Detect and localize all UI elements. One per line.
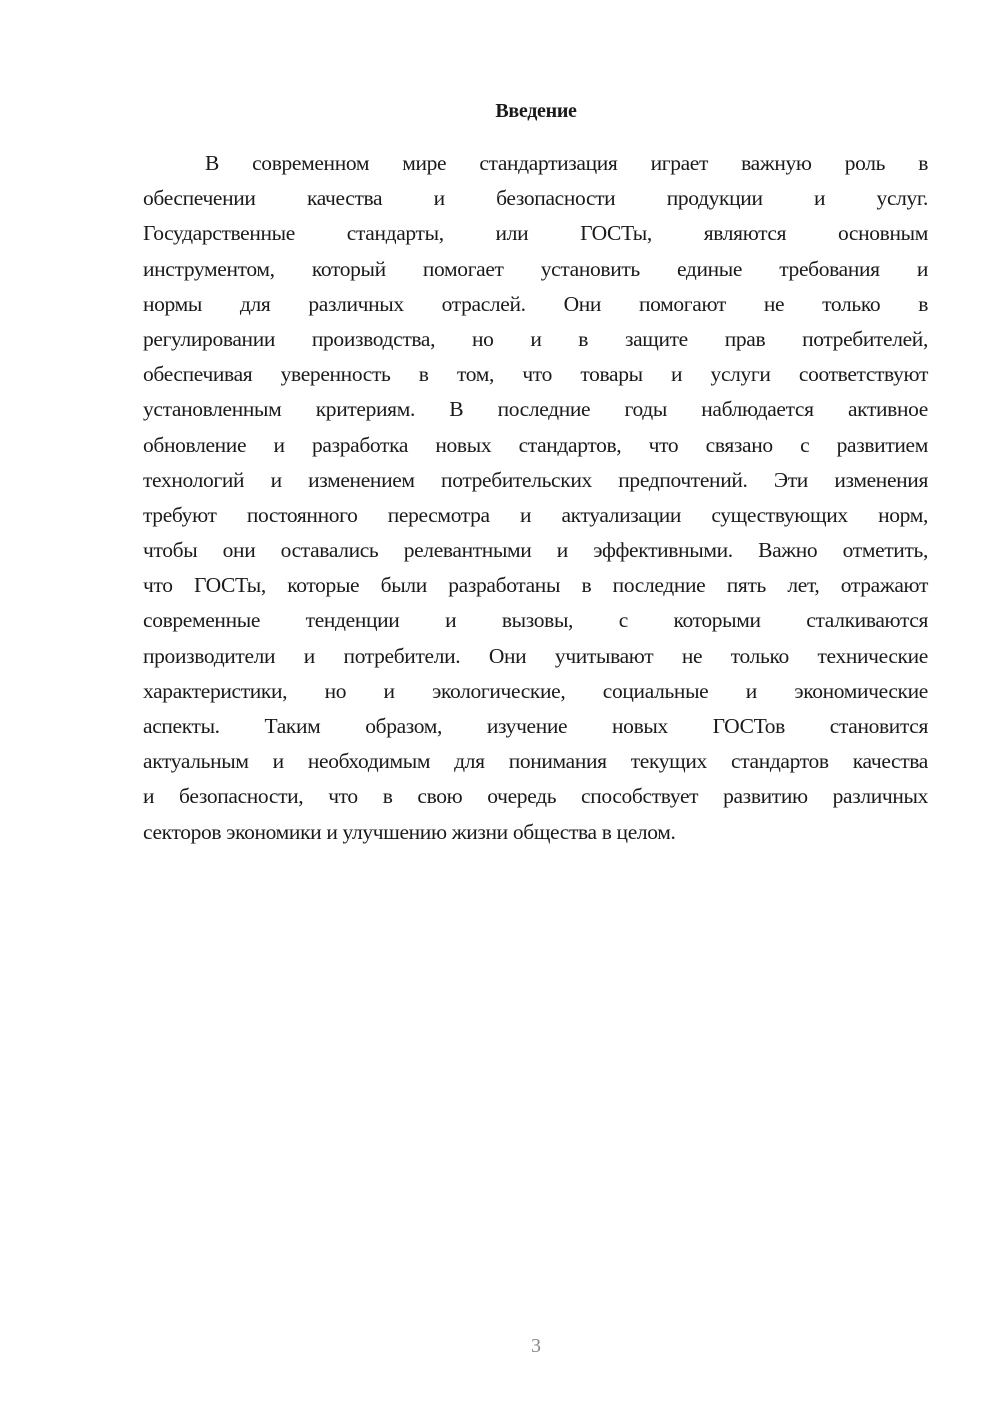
intro-paragraph — [143, 146, 928, 850]
paragraph-line: обеспечивая уверенность в том, что товары и услуги соответствуют — [143, 362, 928, 387]
paragraph-line: и безопасности, что в свою очередь способствует развитию различных — [143, 784, 928, 809]
paragraph-line: характеристики, но и экологические, социальные и экономические — [143, 678, 928, 703]
paragraph-line: регулировании производства, но и в защите прав потребителей, — [143, 326, 928, 351]
paragraph-line: чтобы они оставались релевантными и эффективными. Важно отметить, — [143, 538, 928, 563]
paragraph-line: установленным критериям. В последние годы наблюдается активное — [143, 397, 928, 422]
paragraph-line: нормы для различных отраслей. Они помогают не только в — [143, 291, 928, 316]
paragraph-line: обновление и разработка новых стандартов, что связано с развитием — [143, 432, 928, 457]
paragraph-line: технологий и изменением потребительских предпочтений. Эти изменения — [143, 467, 928, 492]
paragraph-line: инструментом, который помогает установить единые требования и — [143, 256, 928, 281]
paragraph-line: актуальным и необходимым для понимания текущих стандартов качества — [143, 749, 928, 774]
paragraph-line: обеспечении качества и безопасности продукции и услуг. — [143, 186, 928, 211]
paragraph-line: аспекты. Таким образом, изучение новых ГОСТов становится — [143, 714, 928, 738]
paragraph-line: секторов экономики и улучшению жизни общества в целом. — [143, 819, 676, 844]
paragraph-line: В современном мире стандартизация играет важную роль в — [205, 151, 928, 175]
paragraph-line: требуют постоянного пересмотра и актуализации существующих норм, — [143, 502, 928, 527]
paragraph-line: производители и потребители. Они учитывают не только технические — [143, 643, 928, 668]
paragraph-line: современные тенденции и вызовы, с которыми сталкиваются — [143, 608, 928, 633]
paragraph-line: что ГОСТы, которые были разработаны в последние пять лет, отражают — [143, 573, 928, 598]
section-heading: Введение — [495, 100, 577, 122]
page-number: 3 — [531, 1335, 541, 1357]
paragraph-line: Государственные стандарты, или ГОСТы, являются основным — [143, 221, 928, 246]
